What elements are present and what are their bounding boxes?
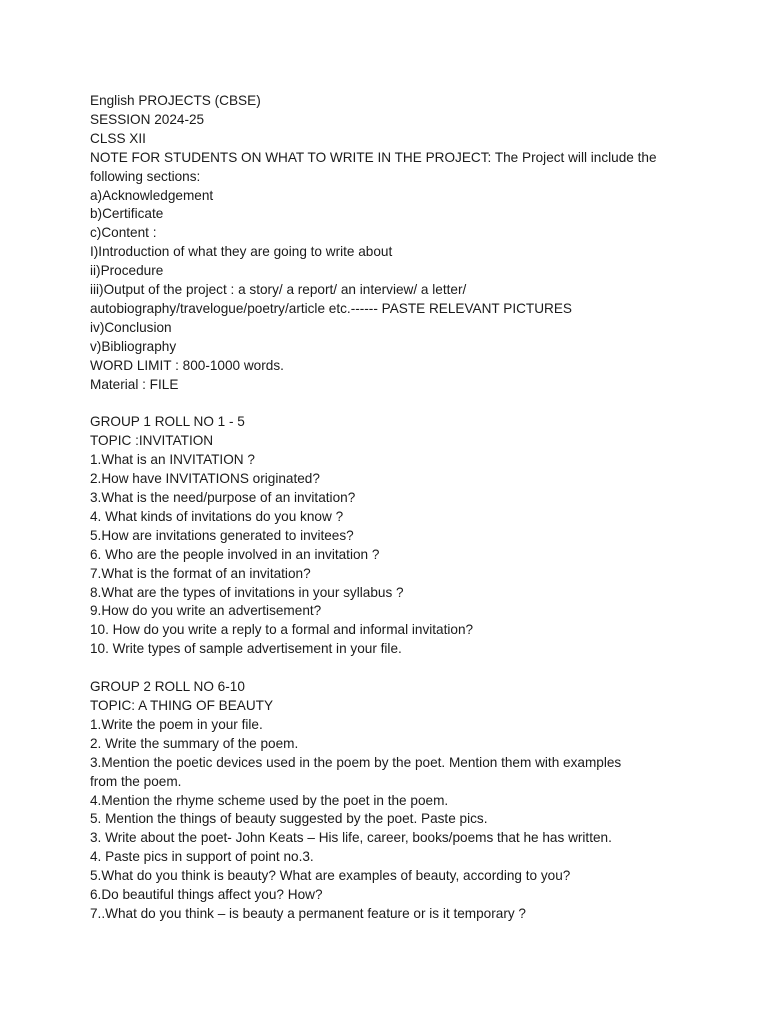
group2-question: 2. Write the summary of the poem. bbox=[90, 735, 299, 751]
note-section-item: ii)Procedure bbox=[90, 263, 164, 279]
section-spacer bbox=[90, 659, 690, 678]
class-line: CLSS XII bbox=[90, 130, 146, 146]
group1-question: 10. How do you write a reply to a formal and informal invitation? bbox=[90, 622, 474, 638]
material-line: Material : FILE bbox=[90, 376, 179, 392]
group1-question: 6. Who are the people involved in an invitation ? bbox=[90, 546, 380, 562]
group1-question: 7.What is the format of an invitation? bbox=[90, 565, 311, 581]
group2-question: 4.Mention the rhyme scheme used by the poet in the poem. bbox=[90, 792, 449, 808]
group2-question: 1.Write the poem in your file. bbox=[90, 716, 263, 732]
group2-question: 3. Write about the poet- John Keats – His life, career, books/poems that he has written. bbox=[90, 830, 612, 846]
group2-question: 5. Mention the things of beauty suggested by the poet. Paste pics. bbox=[90, 811, 488, 827]
note-section-item: I)Introduction of what they are going to write about bbox=[90, 244, 393, 260]
group1-question: 10. Write types of sample advertisement in your file. bbox=[90, 641, 402, 657]
group2-heading: GROUP 2 ROLL NO 6-10 bbox=[90, 679, 245, 695]
group1-question: 5.How are invitations generated to invitees? bbox=[90, 527, 354, 543]
group2-question: 6.Do beautiful things affect you? How? bbox=[90, 887, 323, 903]
group1-question: 1.What is an INVITATION ? bbox=[90, 452, 255, 468]
group1-question: 8.What are the types of invitations in your syllabus ? bbox=[90, 584, 404, 600]
note-section-item: c)Content : bbox=[90, 225, 157, 241]
group2-topic: TOPIC: A THING OF BEAUTY bbox=[90, 697, 274, 713]
document-page bbox=[90, 92, 690, 924]
group1-question: 4. What kinds of invitations do you know ? bbox=[90, 508, 344, 524]
word-limit-line: WORD LIMIT : 800-1000 words. bbox=[90, 357, 284, 373]
group1-question: 3.What is the need/purpose of an invitation? bbox=[90, 490, 356, 506]
note-section-item: a)Acknowledgement bbox=[90, 187, 214, 203]
group2-question: 4. Paste pics in support of point no.3. bbox=[90, 849, 314, 865]
note-intro-line-2: following sections: bbox=[90, 168, 201, 184]
note-section-item: b)Certificate bbox=[90, 206, 164, 222]
group2-question: from the poem. bbox=[90, 773, 182, 789]
note-section-item: iv)Conclusion bbox=[90, 319, 172, 335]
group1-question: 2.How have INVITATIONS originated? bbox=[90, 471, 320, 487]
group2-question: 5.What do you think is beauty? What are examples of beauty, according to you? bbox=[90, 868, 571, 884]
group1-question: 9.How do you write an advertisement? bbox=[90, 603, 322, 619]
group2-question: 7..What do you think – is beauty a permanent feature or is it temporary ? bbox=[90, 905, 526, 921]
section-spacer bbox=[90, 395, 690, 414]
note-section-item: iii)Output of the project : a story/ a report/ an interview/ a letter/ bbox=[90, 282, 467, 298]
note-section-item: v)Bibliography bbox=[90, 338, 177, 354]
note-intro-line-1: NOTE FOR STUDENTS ON WHAT TO WRITE IN THE PROJECT: The Project will include the bbox=[90, 149, 657, 165]
group2-question: 3.Mention the poetic devices used in the poem by the poet. Mention them with examples bbox=[90, 754, 622, 770]
note-section-item: autobiography/travelogue/poetry/article etc.------ PASTE RELEVANT PICTURES bbox=[90, 300, 572, 316]
group1-topic: TOPIC :INVITATION bbox=[90, 433, 214, 449]
session-line: SESSION 2024-25 bbox=[90, 111, 205, 127]
group1-heading: GROUP 1 ROLL NO 1 - 5 bbox=[90, 414, 245, 430]
document-title: English PROJECTS (CBSE) bbox=[90, 93, 261, 108]
